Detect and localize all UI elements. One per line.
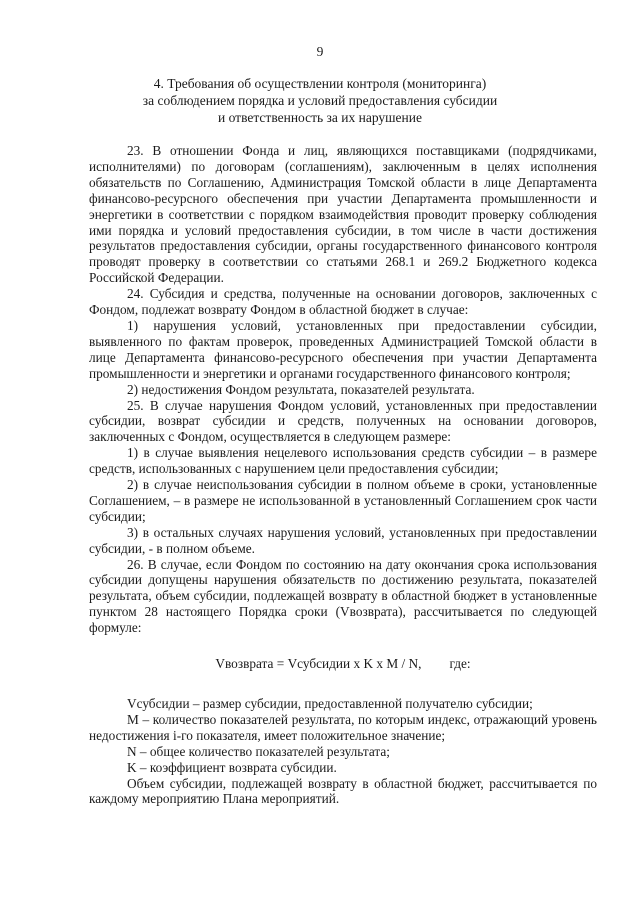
final-paragraph: Объем субсидии, подлежащей возврату в областной бюджет, рассчитывается по каждому мероприятию Плана мероприятий. <box>89 775 597 807</box>
return-formula <box>89 656 597 672</box>
paragraph-25-item-1: 1) в случае выявления нецелевого использования средств субсидии – в размере средств, использованных с нарушением цели предоставления субсидии; <box>89 445 597 477</box>
paragraph-23: 23. В отношении Фонда и лиц, являющихся поставщиками (подрядчиками, исполнителями) по договорам (соглашениям), заключенным в целях исполнения обязательств по Соглашению, Администрация Томской области в лице Департамента финансово-ресурсного обеспечения при участии Департамента промышленности и энергетики в соответствии с порядком взаимодействия проводит проверку соблюдения ими порядка и условий предоставления субсидии, в том числе в части достижения результатов предоставления субсидии, органы государственного финансового контроля проводят проверку в соответствии со статьями 268.1 и 269.2 Бюджетного кодекса Российской Федерации. <box>89 143 597 286</box>
paragraph-24-item-1: 1) нарушения условий, установленных при предоставлении субсидии, выявленного по фактам проверок, проведенных Администрацией Томской области в лице Департамента финансово-ресурсного обеспечения при участии Департамента промышленности и энергетики и органами государственного финансового контроля; <box>89 317 597 381</box>
formula-where: где: <box>449 656 471 672</box>
formula-expression: Vвозврата = Vсубсидии x K x M / N, <box>215 656 422 672</box>
paragraph-25: 25. В случае нарушения Фондом условий, установленных при предоставлении субсидии, возврат субсидии и средств, полученных на основании договоров, заключенных с Фондом, осуществляется в следующем размере: <box>89 397 597 445</box>
page-number: 9 <box>316 44 324 59</box>
heading-line-3: и ответственность за их нарушение <box>218 110 422 125</box>
paragraph-26: 26. В случае, если Фондом по состоянию на дату окончания срока использования субсидии допущены нарушения обязательств по достижению результата, показателей результата, объем субсидии, подлежащей возврату в областной бюджет в установленные пунктом 28 настоящего Порядка сроки (Vвозврата), рассчитывается по следующей формуле: <box>89 556 597 636</box>
definition-k: K – коэффициент возврата субсидии. <box>127 759 337 775</box>
section-heading <box>60 75 580 126</box>
paragraph-24-item-2: 2) недостижения Фондом результата, показателей результата. <box>127 381 475 397</box>
heading-line-1: 4. Требования об осуществлении контроля (мониторинга) <box>153 76 487 91</box>
document-body <box>89 143 597 807</box>
paragraph-24: 24. Субсидия и средства, полученные на основании договоров, заключенных с Фондом, подлежат возврату Фондом в областной бюджет в случае: <box>89 286 597 318</box>
definition-m: M – количество показателей результата, по которым индекс, отражающий уровень недостижения i-го показателя, имеет положительное значение; <box>89 711 597 743</box>
paragraph-25-item-3: 3) в остальных случаях нарушения условий, установленных при предоставлении субсидии, - в полном объеме. <box>89 524 597 556</box>
definition-v-subsidy: Vсубсидии – размер субсидии, предоставленной получателю субсидии; <box>127 696 533 711</box>
definition-n: N – общее количество показателей результата; <box>127 743 390 759</box>
paragraph-25-item-2: 2) в случае неиспользования субсидии в полном объеме в сроки, установленные Соглашением, – в размере не использованной в установленный Соглашением срок части субсидии; <box>89 477 597 524</box>
heading-line-2: за соблюдением порядка и условий предоставления субсидии <box>142 93 498 108</box>
